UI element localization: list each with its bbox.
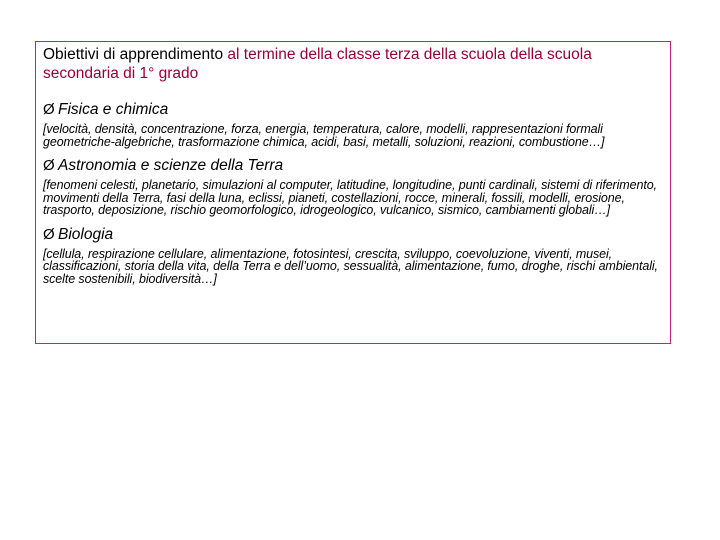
- section-heading-label: Biologia: [58, 225, 114, 243]
- page-title: [43, 45, 663, 83]
- section-heading-label: Astronomia e scienze della Terra: [58, 157, 284, 174]
- section-heading-biologia: [43, 225, 663, 244]
- section-keywords-astronomia: [fenomeni celesti, planetario, simulazioni al computer, latitudine, longitudine, punti cardinali, sistemi di riferimento, movimenti della Terra, fasi della luna, eclissi, pianeti, costellazioni, rocce, minerali, fossili, modelli, erosione, trasporto, deposizione, rischio geomorfologico, idrogeologico, vulcanico, sismico, cambiamenti globali…]: [43, 178, 657, 217]
- section-heading-astronomia: [43, 156, 663, 175]
- title-accent: al termine della classe terza della scuola della scuola secondaria di 1° grado: [43, 46, 592, 82]
- objectives-box: [35, 41, 671, 344]
- section-keywords-biologia: [cellula, respirazione cellulare, alimentazione, fotosintesi, crescita, sviluppo, coevoluzione, viventi, musei, classificazioni, storia della vita, della Terra e dell’uomo, sessualità, alimentazione, fumo, droghe, rischi ambientali, scelte sostenibili, biodiversità…]: [43, 246, 658, 286]
- arrow-bullet-icon: Ø: [43, 157, 55, 174]
- arrow-bullet-icon: Ø: [43, 101, 55, 118]
- arrow-bullet-icon: Ø: [43, 225, 55, 243]
- section-keywords-fisica: [velocità, densità, concentrazione, forza, energia, temperatura, calore, modelli, rappresentazioni formali geometriche-algebriche, trasformazione chimica, acidi, basi, metalli, soluzioni, reazioni, combustione…]: [43, 122, 605, 149]
- title-lead: Obiettivi di apprendimento: [43, 46, 224, 63]
- section-heading-label: Fisica e chimica: [58, 101, 169, 118]
- section-heading-fisica: [43, 100, 663, 119]
